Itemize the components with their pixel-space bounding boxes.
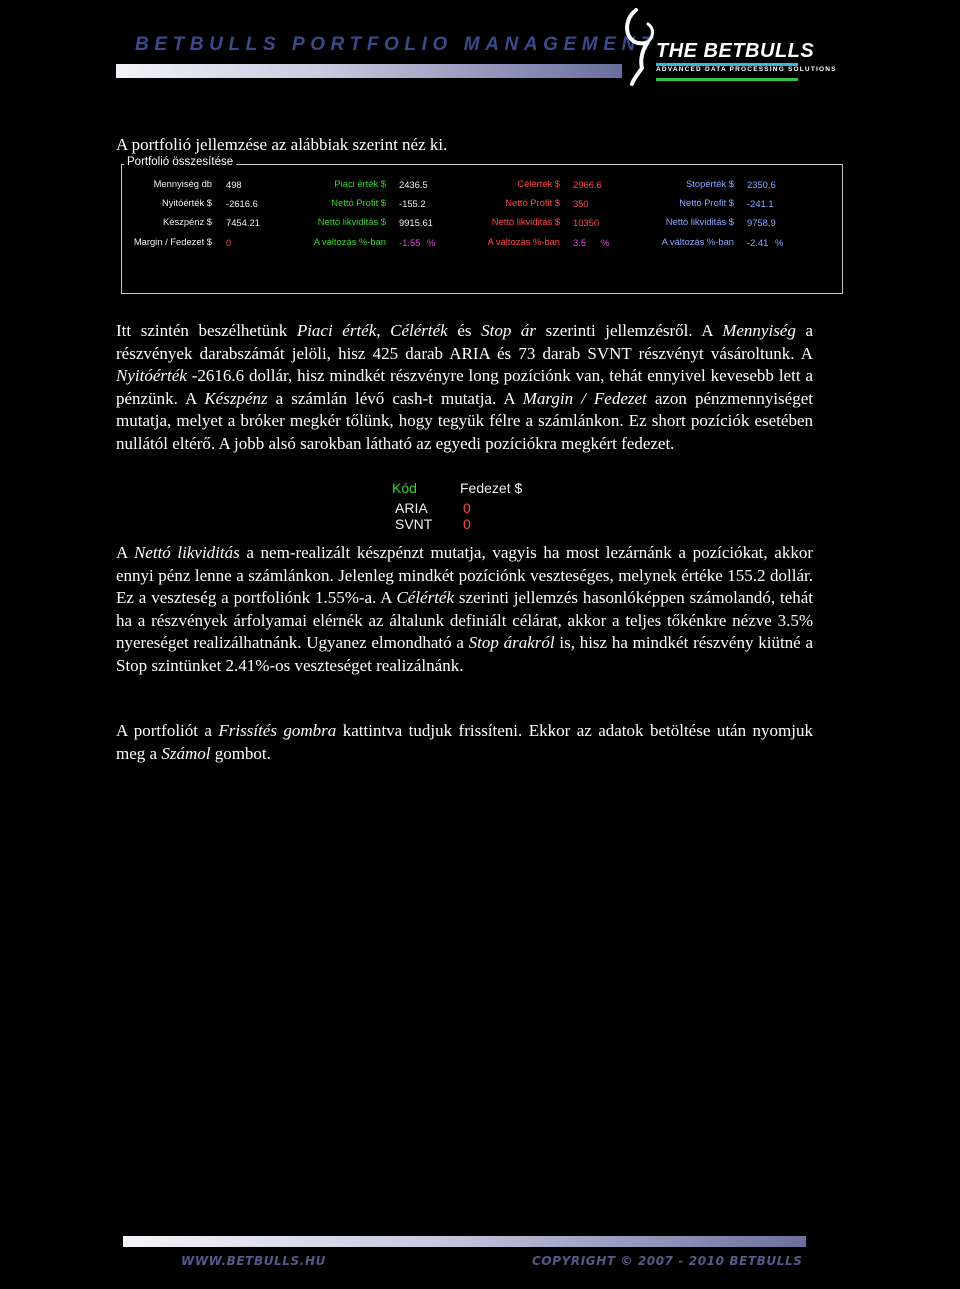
value-netto-profit-piaci: -155.2 [399, 198, 426, 209]
label-nyitoertek: Nyitóérték $ [161, 197, 212, 208]
label-piaci-ertek: Piaci érték $ [334, 178, 386, 189]
label-netto-likviditas-cel: Nettó likviditás $ [491, 216, 560, 227]
value-keszpenz: 7454.21 [226, 217, 260, 228]
label-mennyiseg: Mennyiség db [153, 178, 212, 189]
fedezet-row-code: SVNT [395, 516, 433, 532]
value-stopertek: 2350.6 [747, 179, 776, 190]
value-celertek: 2966.6 [573, 179, 602, 190]
value-netto-profit-stop: -241.1 [747, 198, 774, 209]
logo-text: THE BETBULLS [656, 40, 815, 62]
footer-website-link[interactable]: WWW.BETBULLS.HU [181, 1254, 326, 1268]
unit-percent-piaci: % [427, 237, 436, 248]
header-title: BETBULLS PORTFOLIO MANAGEMENT [135, 34, 659, 55]
value-mennyiseg: 498 [226, 179, 242, 190]
paragraph-2: A Nettó likviditás a nem-realizált készpénzt mutatja, vagyis ha most lezárnánk a pozíciókat, akkor ennyi pénz lenne a számlánkon. Jelenleg mindkét pozíciónk veszteséges, melynek értéke 155.2 dollár. Ez a veszteség a portfoliónk 1.55%-a. A Célérték szerinti jellemzés hasonlóképpen számolandó, tehát ha a részvények árfolyamai elérnék az általunk definiált célárat, akkor a teljes tőkénkre nézve 3.5% nyereséget realizálhatnánk. Ugyanez elmondható a Stop árakról is, hisz ha mindkét részvény kiütné a Stop szintünket 2.41%-os veszteséget realizálnánk. [116, 543, 814, 675]
value-netto-likviditas-cel: 10350 [573, 217, 600, 228]
label-celertek: Célérték $ [517, 178, 560, 189]
paragraph-1: Itt szintén beszélhetünk Piaci érték, Célérték és Stop ár szerinti jellemzésről. A Mennyiség a részvények darabszámát jelöli, hisz 425 darab ARIA és 73 darab SVNT részvényt vásároltunk. A Nyitóérték -2616.6 dollár, hisz mindkét részvényre long pozíciónk van, tehát ennyivel kevesebb lett a pénzünk. A Készpénz a számlán lévő cash-t mutatja. A Margin / Fedezet azon pénzmennyiséget mutatja, melyet a bróker megkér tőlünk, hogy tegyük félre a számlánkon. Ez short pozíciók esetében nullától eltérő. A jobb alsó sarokban látható az egyedi pozíciókra megkért fedezet. [116, 321, 814, 453]
label-valtozas-cel: A változás %-ban [487, 236, 560, 247]
unit-percent-stop: % [775, 237, 784, 248]
header-gradient-bar [116, 64, 622, 78]
value-netto-likviditas-stop: 9758.9 [747, 217, 776, 228]
label-keszpenz: Készpénz $ [163, 216, 212, 227]
value-piaci-ertek: 2436.5 [399, 179, 428, 190]
fedezet-row-value: 0 [463, 500, 471, 516]
intro-text: A portfolió jellemzése az alábbiak szerint néz ki. [116, 135, 448, 154]
value-margin: 0 [226, 237, 232, 248]
paragraph-3: A portfoliót a Frissítés gombra kattintva tudjuk frissíteni. Ekkor az adatok betöltése után nyomjuk meg a Számol gombot. [116, 721, 813, 763]
label-netto-profit-cel: Nettó Profit $ [505, 197, 560, 208]
value-netto-likviditas-piaci: 9915.61 [399, 217, 433, 228]
value-netto-profit-cel: 350 [573, 198, 589, 209]
value-valtozas-cel: 3.5 [573, 237, 587, 248]
value-valtozas-piaci: -1.55 [399, 237, 421, 248]
value-nyitoertek: -2616.6 [226, 198, 258, 209]
fedezet-row-code: ARIA [395, 500, 428, 516]
footer-copyright: COPYRIGHT © 2007 - 2010 BETBULLS [532, 1254, 803, 1268]
label-netto-profit-stop: Nettó Profit $ [679, 197, 734, 208]
unit-percent-cel: % [601, 237, 610, 248]
label-stopertek: Stopérték $ [686, 178, 734, 189]
label-margin: Margin / Fedezet $ [133, 236, 212, 247]
footer-gradient-bar [123, 1236, 806, 1247]
fedezet-row-value: 0 [463, 516, 471, 532]
label-netto-likviditas-stop: Nettó likviditás $ [665, 216, 734, 227]
label-netto-likviditas-piaci: Nettó likviditás $ [317, 216, 386, 227]
fedezet-header-kod: Kód [392, 480, 417, 496]
label-valtozas-piaci: A változás %-ban [313, 236, 386, 247]
logo-subtitle: ADVANCED DATA PROCESSING SOLUTIONS [656, 66, 837, 73]
label-valtozas-stop: A változás %-ban [661, 236, 734, 247]
panel-title: Portfolió összesítése [124, 156, 236, 168]
label-netto-profit-piaci: Nettó Profit $ [331, 197, 386, 208]
value-valtozas-stop: -2.41 [747, 237, 769, 248]
fedezet-header-fedezet: Fedezet $ [460, 480, 523, 496]
